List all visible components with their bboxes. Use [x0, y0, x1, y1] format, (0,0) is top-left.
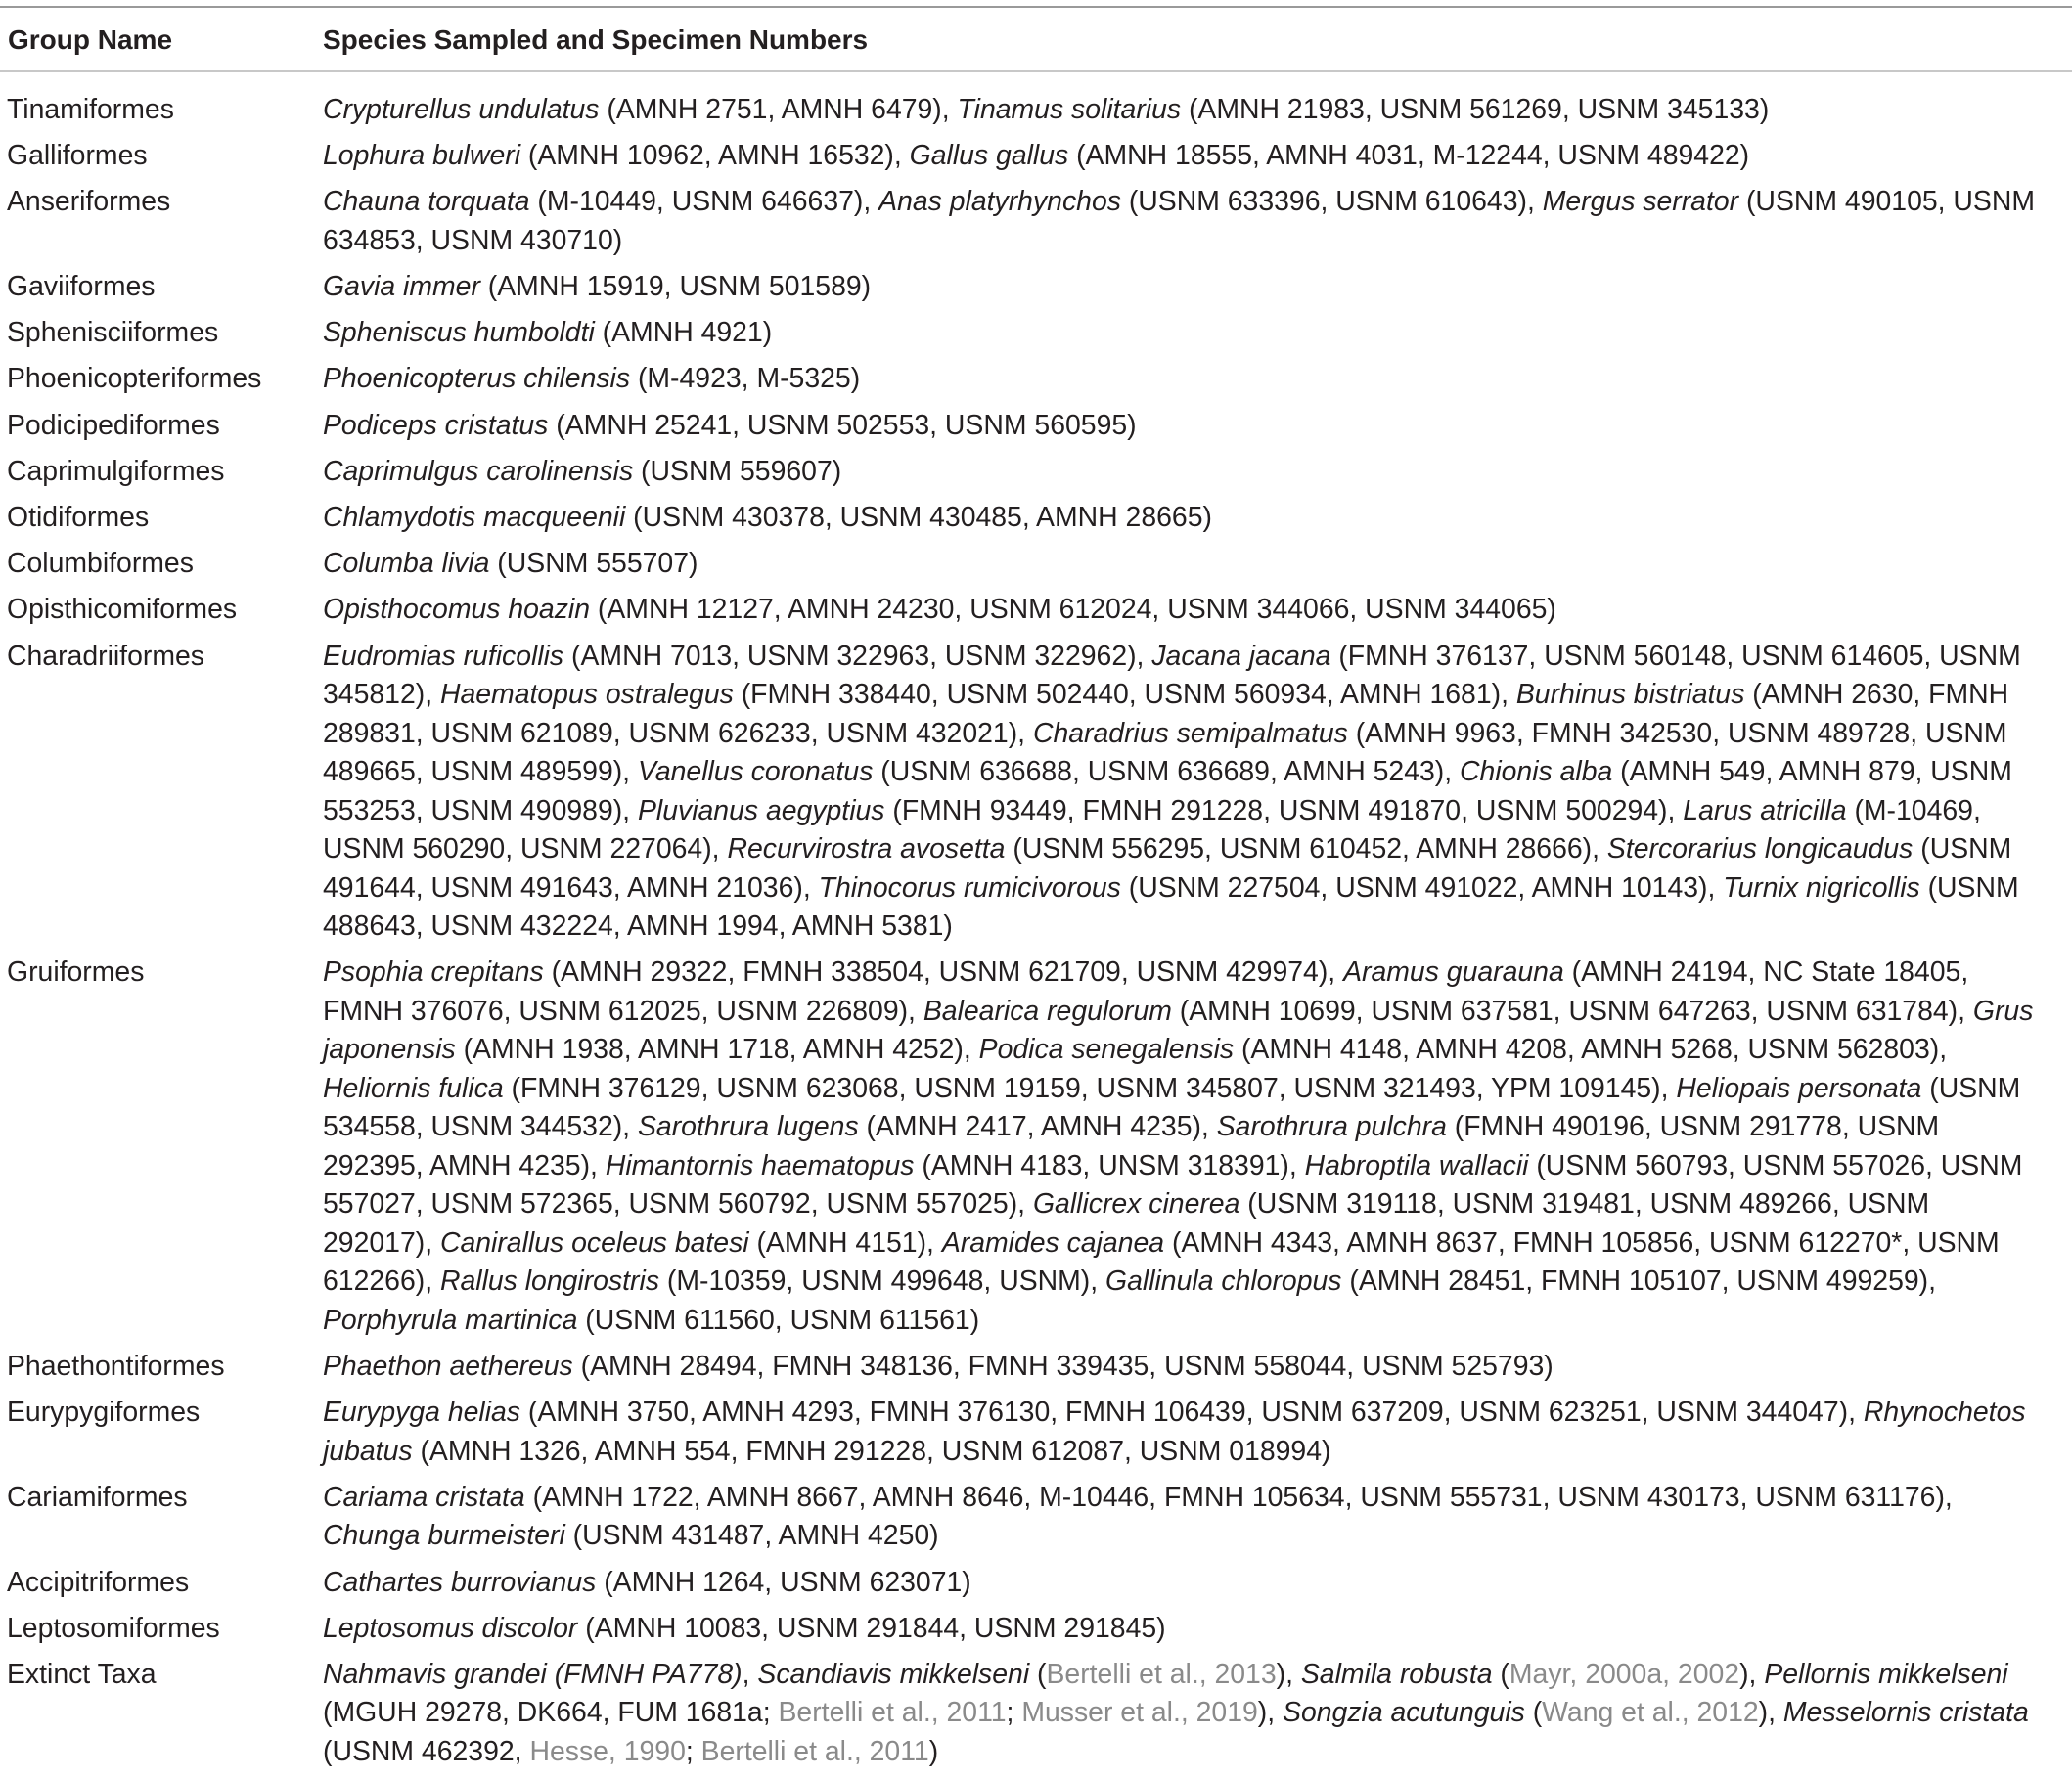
- species-name: Sarothrura lugens: [637, 1111, 859, 1143]
- table-body: [0, 91, 2072, 1779]
- table-row: [0, 1394, 2072, 1471]
- group-name-cell: Sphenisciiformes: [7, 317, 219, 349]
- specimen-numbers: ;: [685, 1735, 701, 1767]
- table-row: [0, 638, 2072, 947]
- group-name-cell: Extinct Taxa: [7, 1658, 157, 1690]
- specimen-numbers: (USNM 431487, AMNH 4250): [564, 1520, 939, 1552]
- table-row: [0, 183, 2072, 260]
- table-row: [0, 360, 2072, 399]
- group-name-cell: Phaethontiformes: [7, 1350, 225, 1382]
- specimen-numbers: (AMNH 4151),: [748, 1226, 942, 1259]
- table-row: [0, 453, 2072, 492]
- species-cell: [323, 268, 2045, 307]
- reference-citation[interactable]: Hesse, 1990: [529, 1735, 686, 1767]
- specimen-numbers: (AMNH 1722, AMNH 8667, AMNH 8646, M-10446, FMNH 105634, USNM 555731, USNM 430173, USNM 631176),: [524, 1481, 1953, 1513]
- species-name: Balearica regulorum: [923, 995, 1172, 1027]
- specimen-numbers: (AMNH 549, AMNH 879, USNM 553253, USNM 490989),: [323, 756, 2012, 826]
- table-row: [0, 1564, 2072, 1603]
- species-name: Vanellus coronatus: [637, 756, 874, 788]
- species-name: Himantornis haematopus: [605, 1149, 915, 1181]
- species-name: Thinocorus rumicivorous: [818, 871, 1121, 904]
- group-name-cell: Charadriiformes: [7, 640, 204, 672]
- specimen-numbers: (USNM 559607): [633, 455, 842, 487]
- species-cell: [323, 1610, 2045, 1649]
- specimen-numbers: (AMNH 2751, AMNH 6479),: [599, 94, 958, 125]
- species-name: Porphyrula martinica: [323, 1304, 578, 1336]
- specimen-numbers: ),: [1276, 1658, 1301, 1690]
- species-name: Cathartes burrovianus: [323, 1566, 597, 1598]
- table-row: [0, 268, 2072, 307]
- species-cell: [323, 1656, 2045, 1772]
- species-name: Pellornis mikkelseni: [1764, 1658, 2008, 1690]
- species-name: Grus japonensis: [323, 995, 2034, 1066]
- species-name: Songzia acutunguis: [1283, 1697, 1525, 1729]
- specimen-numbers: (FMNH 338440, USNM 502440, USNM 560934, AMNH 1681),: [733, 679, 1516, 711]
- species-cell: [323, 314, 2045, 353]
- species-name: Phoenicopterus chilensis: [323, 363, 631, 395]
- table-row: [0, 591, 2072, 630]
- reference-citation[interactable]: Wang et al., 2012: [1542, 1697, 1759, 1729]
- specimen-numbers: (AMNH 10699, USNM 637581, USNM 647263, USNM 631784),: [1171, 995, 1973, 1027]
- table-row: [0, 91, 2072, 130]
- species-name: Rhynochetos jubatus: [323, 1397, 2026, 1467]
- species-name: Caprimulgus carolinensis: [323, 455, 634, 487]
- specimen-numbers: (AMNH 12127, AMNH 24230, USNM 612024, USNM 344066, USNM 344065): [590, 594, 1556, 626]
- specimen-numbers: (USNM 636688, USNM 636689, AMNH 5243),: [873, 756, 1461, 788]
- species-name: Psophia crepitans: [323, 956, 544, 989]
- specimen-numbers: (AMNH 24194, NC State 18405, FMNH 376076, USNM 612025, USNM 226809),: [323, 956, 1969, 1027]
- specimen-numbers: (FMNH 376129, USNM 623068, USNM 19159, USNM 345807, USNM 321493, YPM 109145),: [503, 1072, 1677, 1104]
- species-name: Habroptila wallacii: [1304, 1149, 1529, 1181]
- group-name-cell: Cariamiformes: [7, 1481, 188, 1513]
- specimen-numbers: (AMNH 4148, AMNH 4208, AMNH 5268, USNM 562803),: [1234, 1034, 1948, 1066]
- species-cell: [323, 360, 2045, 399]
- species-name: Gallus gallus: [909, 140, 1069, 172]
- header-species-sampled: Species Sampled and Specimen Numbers: [323, 24, 869, 55]
- reference-citation[interactable]: Musser et al., 2019: [1021, 1697, 1258, 1729]
- table-row: [0, 499, 2072, 538]
- specimen-numbers: (USNM 534558, USNM 344532),: [323, 1072, 2021, 1143]
- species-cell: [323, 545, 2045, 584]
- species-cell: [323, 183, 2045, 260]
- species-name: Burhinus bistriatus: [1515, 679, 1745, 711]
- species-name: Salmila robusta: [1300, 1658, 1493, 1690]
- table-row: [0, 407, 2072, 446]
- specimen-numbers: (USNM 490105, USNM 634853, USNM 430710): [323, 186, 2036, 256]
- species-name: Leptosomus discolor: [323, 1612, 578, 1644]
- species-name: Sarothrura pulchra: [1216, 1111, 1447, 1143]
- group-name-cell: Anseriformes: [7, 186, 171, 218]
- species-name: Recurvirostra avosetta: [727, 833, 1006, 866]
- specimen-numbers: (AMNH 21983, USNM 561269, USNM 345133): [1181, 94, 1770, 125]
- group-name-cell: Leptosomiformes: [7, 1612, 220, 1644]
- specimen-numbers: ),: [1257, 1697, 1284, 1729]
- header-rule: [0, 70, 2072, 72]
- species-cell: [323, 137, 2045, 176]
- species-name: Gallinula chloropus: [1105, 1266, 1342, 1298]
- specimen-numbers: ): [928, 1735, 939, 1767]
- specimen-numbers: (AMNH 1264, USNM 623071): [596, 1566, 971, 1598]
- specimen-numbers: (FMNH 376137, USNM 560148, USNM 614605, USNM 345812),: [323, 640, 2021, 711]
- species-name: Anas platyrhynchos: [878, 186, 1121, 218]
- specimen-numbers: (AMNH 1326, AMNH 554, FMNH 291228, USNM 612087, USNM 018994): [412, 1435, 1331, 1467]
- specimen-numbers: (MGUH 29278, DK664, FUM 1681a;: [323, 1697, 779, 1729]
- specimen-numbers: (USNM 319118, USNM 319481, USNM 489266, USNM 292017),: [323, 1188, 1930, 1259]
- species-name: Heliopais personata: [1676, 1072, 1922, 1104]
- specimen-numbers: (USNM 488643, USNM 432224, AMNH 1994, AMNH 5381): [323, 871, 2019, 943]
- species-name: Heliornis fulica: [323, 1072, 504, 1104]
- specimen-numbers: (: [1492, 1658, 1509, 1690]
- species-name: Aramides cajanea: [941, 1226, 1165, 1259]
- species-name: Gavia immer: [323, 271, 480, 303]
- group-name-cell: Caprimulgiformes: [7, 455, 225, 487]
- specimen-numbers: (FMNH 490196, USNM 291778, USNM 292395, AMNH 4235),: [323, 1111, 1940, 1181]
- species-name: Lophura bulweri: [323, 140, 521, 172]
- specimen-numbers: (AMNH 10962, AMNH 16532),: [520, 140, 910, 172]
- specimen-numbers: (FMNH 93449, FMNH 291228, USNM 491870, USNM 500294),: [884, 794, 1684, 826]
- specimen-numbers: (USNM 462392,: [323, 1735, 530, 1767]
- reference-citation[interactable]: Bertelli et al., 2013: [1046, 1658, 1277, 1690]
- group-name-cell: Podicipediformes: [7, 409, 220, 441]
- species-name: Gallicrex cinerea: [1032, 1188, 1240, 1221]
- species-name: Crypturellus undulatus: [323, 94, 600, 125]
- species-name: Mergus serrator: [1542, 186, 1739, 218]
- species-name: Chauna torquata: [323, 186, 530, 218]
- specimen-numbers: (USNM 633396, USNM 610643),: [1120, 186, 1543, 218]
- group-name-cell: Columbiformes: [7, 548, 194, 580]
- species-name: Podiceps cristatus: [323, 409, 549, 441]
- specimen-numbers: (AMNH 2630, FMNH 289831, USNM 621089, USNM 626233, USNM 432021),: [323, 679, 2009, 749]
- specimen-numbers: (USNM 611560, USNM 611561): [577, 1304, 980, 1336]
- specimen-numbers: (: [1524, 1697, 1543, 1729]
- species-name: Jacana jacana: [1151, 640, 1331, 672]
- group-name-cell: Gruiformes: [7, 956, 145, 989]
- specimen-numbers: (AMNH 2417, AMNH 4235),: [858, 1111, 1217, 1143]
- group-name-cell: Accipitriformes: [7, 1566, 190, 1598]
- group-name-cell: Galliformes: [7, 140, 148, 172]
- species-cell: [323, 1564, 2045, 1603]
- reference-citation[interactable]: Mayr, 2000a, 2002: [1509, 1658, 1740, 1690]
- species-name: Phaethon aethereus: [323, 1350, 573, 1382]
- specimen-numbers: (AMNH 9963, FMNH 342530, USNM 489728, USNM 489665, USNM 489599),: [323, 717, 2007, 788]
- specimen-numbers: (M-4923, M-5325): [630, 363, 861, 395]
- species-cell: [323, 1479, 2045, 1556]
- species-name: Podica senegalensis: [978, 1034, 1235, 1066]
- specimen-numbers: (USNM 555707): [489, 548, 698, 580]
- species-name: Spheniscus humboldti: [323, 317, 595, 349]
- specimen-numbers: (AMNH 28451, FMNH 105107, USNM 499259),: [1341, 1266, 1936, 1298]
- reference-citation[interactable]: Bertelli et al., 2011: [700, 1735, 929, 1767]
- species-name: Tinamus solitarius: [957, 94, 1182, 125]
- specimen-numbers: (AMNH 10083, USNM 291844, USNM 291845): [577, 1612, 1166, 1644]
- species-name: Scandiavis mikkelseni: [757, 1658, 1030, 1690]
- species-name: Nahmavis grandei (FMNH PA778): [323, 1658, 743, 1690]
- specimen-numbers: (AMNH 4343, AMNH 8637, FMNH 105856, USNM 612270*, USNM 612266),: [323, 1226, 2000, 1298]
- species-name: Turnix nigricollis: [1723, 871, 1920, 904]
- species-name: Haematopus ostralegus: [439, 679, 734, 711]
- table-row: [0, 314, 2072, 353]
- species-name: Opisthocomus hoazin: [323, 594, 591, 626]
- species-name: Eudromias ruficollis: [323, 640, 564, 672]
- specimen-numbers: (AMNH 1938, AMNH 1718, AMNH 4252),: [455, 1034, 979, 1066]
- specimen-numbers: (AMNH 25241, USNM 502553, USNM 560595): [548, 409, 1137, 441]
- species-name: Rallus longirostris: [439, 1266, 660, 1298]
- specimen-numbers: (AMNH 4183, UNSM 318391),: [914, 1149, 1305, 1181]
- table-top-rule: [0, 6, 2072, 8]
- specimen-numbers: (AMNH 15919, USNM 501589): [479, 271, 872, 303]
- group-name-cell: Otidiformes: [7, 502, 150, 533]
- species-cell: [323, 407, 2045, 446]
- specimen-numbers: (AMNH 28494, FMNH 348136, FMNH 339435, USNM 558044, USNM 525793): [572, 1350, 1554, 1382]
- species-name: Cariama cristata: [323, 1481, 525, 1513]
- specimen-numbers: (AMNH 18555, AMNH 4031, M-12244, USNM 489422): [1068, 140, 1750, 172]
- specimen-numbers: (USNM 491644, USNM 491643, AMNH 21036),: [323, 833, 2012, 904]
- species-name: Chunga burmeisteri: [323, 1520, 565, 1552]
- specimen-numbers: (M-10469, USNM 560290, USNM 227064),: [323, 794, 1981, 866]
- specimen-numbers: (: [1029, 1658, 1047, 1690]
- table-row: [0, 137, 2072, 176]
- species-cell: [323, 1394, 2045, 1471]
- specimen-numbers: (AMNH 29322, FMNH 338504, USNM 621709, USNM 429974),: [543, 956, 1344, 989]
- species-name: Stercorarius longicaudus: [1606, 833, 1914, 866]
- specimen-numbers: (AMNH 3750, AMNH 4293, FMNH 376130, FMNH 106439, USNM 637209, USNM 623251, USNM 344047),: [520, 1397, 1864, 1429]
- species-cell: [323, 499, 2045, 538]
- table-row: [0, 545, 2072, 584]
- table-row: [0, 1656, 2072, 1772]
- table-row: [0, 1479, 2072, 1556]
- species-name: Larus atricilla: [1683, 794, 1847, 826]
- specimen-numbers: (AMNH 7013, USNM 322963, USNM 322962),: [563, 640, 1152, 672]
- group-name-cell: Tinamiformes: [7, 94, 174, 125]
- specimen-numbers: (USNM 227504, USNM 491022, AMNH 10143),: [1120, 871, 1724, 904]
- species-cell: [323, 1348, 2045, 1387]
- species-name: Columba livia: [323, 548, 490, 580]
- reference-citation[interactable]: Bertelli et al., 2011: [778, 1697, 1007, 1729]
- species-name: Pluvianus aegyptius: [637, 794, 885, 826]
- specimen-numbers: ),: [1739, 1658, 1765, 1690]
- table-row: [0, 1348, 2072, 1387]
- group-name-cell: Gaviiformes: [7, 271, 156, 303]
- species-cell: [323, 954, 2045, 1340]
- species-cell: [323, 638, 2045, 947]
- species-name: Aramus guarauna: [1343, 956, 1564, 989]
- group-name-cell: Phoenicopteriformes: [7, 363, 262, 395]
- species-cell: [323, 453, 2045, 492]
- specimen-numbers: (AMNH 4921): [594, 317, 773, 349]
- specimen-numbers: ,: [742, 1658, 758, 1690]
- species-cell: [323, 91, 2045, 130]
- species-name: Canirallus oceleus batesi: [439, 1226, 749, 1259]
- species-name: Charadrius semipalmatus: [1032, 717, 1348, 749]
- specimen-numbers: (USNM 560793, USNM 557026, USNM 557027, USNM 572365, USNM 560792, USNM 557025),: [323, 1149, 2023, 1221]
- header-group-name: Group Name: [8, 24, 173, 55]
- table-row: [0, 954, 2072, 1340]
- specimen-numbers: ),: [1758, 1697, 1783, 1729]
- group-name-cell: Opisthicomiformes: [7, 594, 238, 626]
- species-name: Eurypyga helias: [323, 1397, 521, 1429]
- table-row: [0, 1610, 2072, 1649]
- specimen-numbers: (M-10449, USNM 646637),: [529, 186, 879, 218]
- group-name-cell: Eurypygiformes: [7, 1397, 201, 1429]
- specimen-numbers: (USNM 556295, USNM 610452, AMNH 28666),: [1005, 833, 1607, 866]
- species-name: Messelornis cristata: [1782, 1697, 2029, 1729]
- species-cell: [323, 591, 2045, 630]
- specimen-numbers: ;: [1006, 1697, 1022, 1729]
- specimen-numbers: (USNM 430378, USNM 430485, AMNH 28665): [625, 502, 1212, 533]
- specimen-numbers: (M-10359, USNM 499648, USNM),: [659, 1266, 1106, 1298]
- species-name: Chionis alba: [1460, 756, 1613, 788]
- species-name: Chlamydotis macqueenii: [323, 502, 626, 533]
